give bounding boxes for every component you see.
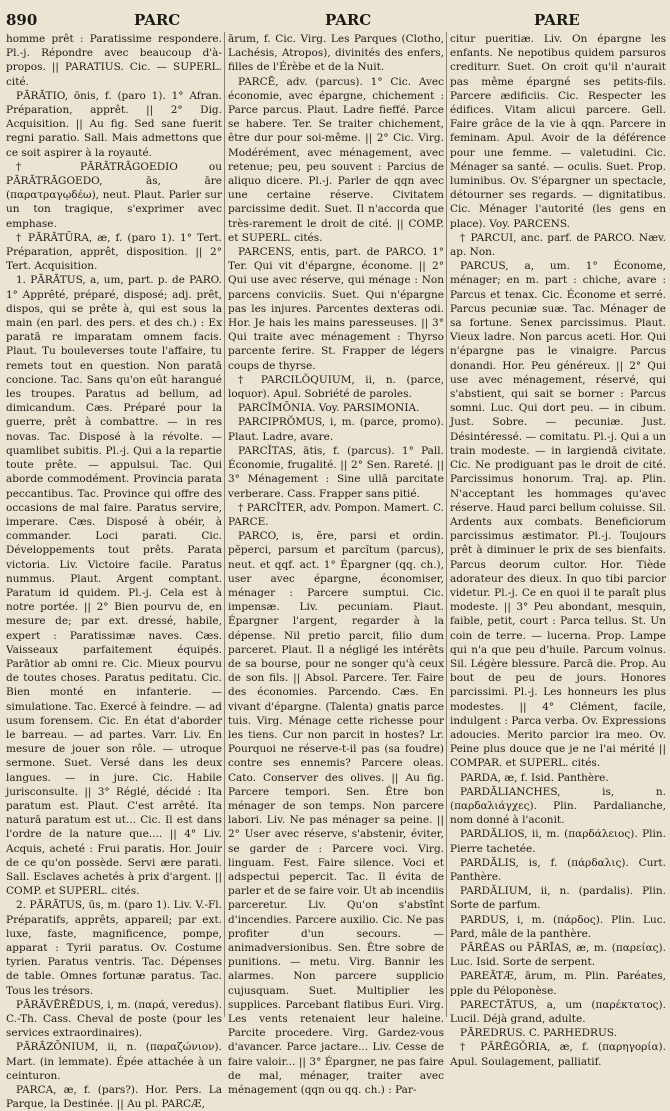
entry-parca: PARCA, æ, f. (pars?). Hor. Pers. La Parque, la Destinée. || Au pl. PARCÆ, [6,1084,222,1111]
entry-pardalium: PARDĂLIUM, ii, n. (pardalis). Plin. Sorte de parfum. [450,885,666,912]
entry-paratragoedio: † PĀRĀTRĀGOEDIO ou PĀRĀTRĀGOEDO, ās, āre (παρατραγῳδέω), neut. Plaut. Parler sur un ton tragique, s'exprimer avec emphase. [6,160,222,230]
running-head-center: PARC [325,11,372,29]
entry-parcipromus: PARCIPRŎMUS, i, m. (parce, promo). Plaut. Ladre, avare. [228,416,444,443]
entry-paredrus: PĀREDRUS. C. PARHEDRUS. [460,1027,617,1040]
entry-pareas: PĀRĔAS ou PĀRĪAS, æ, m. (παρείας). Luc. Isid. Sorte de serpent. [450,942,666,969]
running-head-right: PARE [534,11,580,29]
entry-parcimonia: PARCĬMŌNIA. Voy. PARSIMONIA. [238,402,420,415]
entry-paratura: † PĀRĀTŪRA, æ, f. (paro 1). 1° Tert. Préparation, apprêt, disposition. || 2° Tert. Acquisition. [6,231,222,273]
entry-parda: PARDA, æ, f. Isid. Panthère. [460,771,609,784]
entry-pardalianches: PARDĂLIANCHES, is, n. (παρδαλιάγχες). Plin. Pardalianche, nom donné à l'aconit. [450,785,666,827]
running-head-left: PARC [134,11,181,29]
entry-parco-cont: citur pueritiæ. Liv. On épargne les enfants. Ne nepotibus quidem parsuros crediturr. Suet. On croit qu'il n'aurait pas même épargné ses petits-fils. Parcere ædificiis. Cic. Respecter les édifices. Vitam alicui parcere. Gell. Faire grâce de la vie à qqn. Parcere in feminam. Apul. Avoir de la déférence pour une femme. — valetudini. Cic. Ménager sa santé. — oculis. Suet. Prop. luminibus. Ov. S'épargner un spectacle, détourner ses regards. — dignitatibus. Cic. Ménager l'autorité (les gens en place). Voy. PARCENS. [450,33,666,230]
entry-parcui: † PARCUI, anc. parf. de PARCO. Næv. ap. Non. [450,231,666,259]
column-left [6,32,222,1111]
entry-pareatae: PAREĀTÆ, ārum, m. Plin. Paréates, pple du Péloponèse. [450,970,666,997]
entry-paratus-2: 2. PĀRĀTUS, ūs, m. (paro 1). Liv. V.-Fl. Préparatifs, apprêts, appareil; par ext. luxe, faste, magnificence, pompe, apparat : Tyrii paratus. Ov. Costume tyrien. Paratus ventris. Tac. Dépenses de table. Omnes fortunæ paratus. Tac. Tous les trésors. [6,899,222,997]
entry-parcus: PARCUS, a, um. 1° Économe, ménager; en m. part : chiche, avare : Parcus et tenax. Cic. Économe et serré. Parcus pecuniæ suæ. Tac. Ménager de sa fortune. Senex parcissimus. Plaut. Vieux ladre. Non parcus aceti. Hor. Qui n'épargne pas le vinaigre. Parcus donandi. Hor. Peu généreux. || 2° Qui use avec ménagement, réservé, qui s'abstient, qui sait se borner : Parcus somni. Luc. Qui dort peu. — in cibum. Just. Sobre. — pecuniæ. Just. Désintéressé. — comitatu. Pl.-j. Qui a un train modeste. — in largiendā civitate. Cic. Ne prodiguant pas le droit de cité. Parcissimus honorum. Traj. ap. Plin. N'acceptant les hommages qu'avec réserve. Haud parci bellum coluisse. Sil. Ardents aux combats. Beneficiorum parcissimus æstimator. Pl.-j. Toujours prêt à diminuer le prix de ses bienfaits. Parcus deorum cultor. Hor. Tiède adorateur des dieux. In quo tibi parcior videtur. Pl.-j. Ce en quoi il te paraît plus modeste. || 3° Peu abondant, mesquin, faible, petit, court : Parca tellus. St. Un coin de terre. — lucerna. Prop. Lampe qui n'a que peu d'huile. Parcum volnus. Sil. Légère blessure. Parcā die. Prop. Au bout de peu de jours. Honores parcissimi. Pl.-j. Les honneurs les plus modestes. || 4° Clément, facile, indulgent : Parca verba. Ov. Expressions adoucies. Merito parcior ira meo. Ov. Peine plus douce que je ne l'ai mérité || COMPAR. et SUPERL. cités. [450,260,666,770]
entry-pardalios: PARDĂLIOS, ii, m. (παρδάλειος). Plin. Pierre tachetée. [450,828,666,855]
column-center [228,32,444,1097]
column-right [450,32,666,1068]
entry-parcens: PARCENS, entis, part. de PARCO. 1° Ter. Qui vit d'épargne, économe. || 2° Qui use avec réserve, qui ménage : Non parcens conviciis. Suet. Qui n'épargne pas les injures. Parcentes dexteras odi. Hor. Je hais les mains paresseuses. || 3° Qui traite avec ménagement : Thyrso parcente ferire. St. Frapper de légers coups de thyrse. [228,246,444,372]
entry-paratus-1: 1. PĀRĀTUS, a, um, part. p. de PARO. 1° Apprêté, préparé, disposé; adj. prêt, dispos, qui se prête à, qui est sous la main (en parl. des pers. et des ch.) : Ex paratā re imparatam omnem facis. Plaut. Tu bouleverses toute l'affaire, tu remets tout en question. Non paratā concione. Tac. Sans qu'on eût harangué les troupes. Paratus ad bellum, ad dimicandum. Cæs. Préparé pour la guerre, prêt à combattre. — in res novas. Tac. Disposé à la révolte. — quamlibet subitis. Pl.-j. Qui a la repartie toute prête. — appulsui. Tac. Qui aborde commodément. Provincia parata peccantibus. Tac. Province qui offre des occasions de mal faire. Paratus servire, imperare. Cæs. Disposé à obéir, à commander. Loci parati. Cic. Développements tout prêts. Parata victoria. Liv. Victoire facile. Paratus nummus. Plaut. Argent comptant. Paratum id quidem. Pl.-j. Cela est à notre portée. || 2° Bien pourvu de, en mesure de; par ext. dressé, habile, expert : Paratissimæ naves. Cæs. Vaisseaux parfaitement équipés. Parātior ab omni re. Cic. Mieux pourvu de toutes choses. Paratus peditatu. Cic. Bien monté en infanterie. — simulatione. Tac. Exercé à feindre. — ad usum forensem. Cic. En état d'aborder le barreau. — ad partes. Varr. Liv. En mesure de jouer son rôle. — utroque sermone. Suet. Versé dans les deux langues. — in jure. Cic. Habile jurisconsulte. || 3° Réglé, décidé : Ita paratum est. Plaut. C'est arrêté. Ita naturā paratum est ut... Cic. Il est dans l'ordre de la nature que.... || 4° Liv. Acquis, acheté : Frui paratis. Hor. Jouir de ce qu'on possède. Servi ære parati. Sall. Esclaves achetés à prix d'argent. || COMP. et SUPERL. cités. [6,274,222,898]
entry-parcitas: PARCĬTAS, ātis, f. (parcus). 1° Pall. Économie, frugalité. || 2° Sen. Rareté. || 3° Ménagement : Sine ullā parcitate verberare. Cass. Frapper sans pitié. [228,444,444,500]
entry-pardus: PARDUS, i, m. (πάρδος). Plin. Luc. Pard, mâle de la panthère. [450,913,666,940]
entry-parectatus: PARECTĀTUS, a, um (παρέκτατος). Lucil. Déjà grand, adulte. [450,998,666,1026]
column-divider [224,32,225,1017]
page-number: 890 [6,11,38,29]
entry-parce: PARCĒ, adv. (parcus). 1° Cic. Avec économie, avec épargne, chichement : Parce parcus. Plaut. Ladre fieffé. Parce se habere. Ter. Se traiter chichement, être dur pour soi-même. || 2° Cic. Virg. Modérément, avec ménagement, avec retenue; peu, peu souvent : Parcius de aliquo dicere. Pl.-j. Parler de qqn avec une certaine réserve. Civitatem parcissime dedit. Suet. Il n'accorda que très-rarement le droit de cité. || COMP. et SUPERL. cités. [228,75,444,244]
entry-paratio: PĀRĀTIO, ōnis, f. (paro 1). 1° Afran. Préparation, apprêt. || 2° Dig. Acquisition. || Au fig. Sed sane fuerit regni paratio. Sall. Mais admettons que ce soit aspirer à la royauté. [6,89,222,159]
entry-paratissime: homme prêt : Paratissime respondere. Pl.-j. Répondre avec beaucoup d'à-propos. || PARATIUS. Cic. — SUPERL. cité. [6,33,222,88]
entry-parco: PARCO, is, ĕre, parsi et ordin. pĕperci, parsum et parcĭtum (parcus), neut. et qqf. act. 1° Épargner (qq. ch.), user avec épargne, économiser, ménager : Parcere sumptui. Cic. impensæ. Liv. pecuniam. Plaut. Épargner l'argent, regarder à la dépense. Nil pretio parcit, filio dum parceret. Plaut. Il a négligé les intérêts de sa bourse, pour ne songer qu'à ceux de son fils. || Absol. Parcere. Ter. Faire des économies. Parcendo. Cæs. En vivant d'épargne. (Talenta) gnatis parce tuis. Virg. Ménage cette richesse pour les tiens. Cur non parcit in hostes? Lr. Pourquoi ne réserve-t-il pas (sa foudre) contre ses ennemis? Parcere oleas. Cato. Conserver des olives. || Au fig. Parcere tempori. Sen. Être bon ménager de son temps. Non parcere labori. Liv. Ne pas ménager sa peine. || 2° User avec réserve, s'abstenir, éviter, se garder de : Parcere voci. Virg. linguam. Fest. Faire silence. Voci et adspectui pepercit. Tac. Il évita de parler et de se faire voir. Ut ab incendiis parceretur. Liv. Qu'on s'abstînt d'incendies. Parcere auxilio. Cic. Ne pas profiter d'un secours. — animadversionibus. Sen. Être sobre de punitions. — metu. Virg. Bannir les alarmes. Non parcere supplicio cujusquam. Suet. Multiplier les supplices. Parcebant flatibus Euri. Virg. Les vents retenaient leur haleine. Parcite procedere. Virg. Gardez-vous d'avancer. Parce jactare... Liv. Cesse de faire valoir... || 3° Épargner, ne pas faire de mal, ménager, traiter avec ménagement (qqn ou qq. ch.) : Par- [228,530,444,1097]
entry-paregoria: † PĀRĒGŎRIA, æ, f. (παρηγορία). Apul. Soulagement, palliatif. [450,1041,666,1068]
entry-parazonium: PĀRĀZŌNIUM, ii, n. (παραζώνιον). Mart. (in lemmate). Épée attachée à un ceinturon. [6,1041,222,1082]
column-divider [446,32,447,1017]
entry-parciter: † PARCĬTER, adv. Pompon. Mamert. C. PARCE. [228,501,444,528]
entry-pardalis: PARDĂLIS, is, f. (πάρδαλις). Curt. Panthère. [450,856,666,883]
entry-parciloquium: † PARCILŎQUIUM, ii, n. (parce, loquor). Apul. Sobriété de paroles. [228,373,444,401]
entry-paraveredus: PĀRĀVĒRĒDUS, i, m. (παρά, veredus). C.-Th. Cass. Cheval de poste (pour les services extraordinaires). [6,998,222,1040]
entry-parcae-cont: ārum, f. Cic. Virg. Les Parques (Clotho, Lachésis, Atropos), divinités des enfers, filles de l'Érèbe et de la Nuit. [228,33,444,74]
